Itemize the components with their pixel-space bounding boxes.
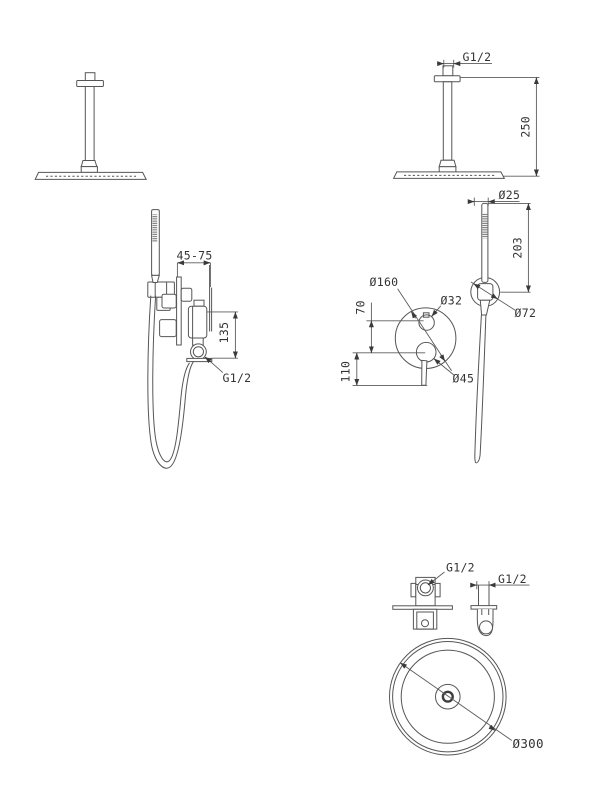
wall-outlet-side-view bbox=[471, 572, 530, 636]
lever-hub-side bbox=[160, 320, 177, 337]
valve-body bbox=[188, 306, 206, 338]
outlet-escutcheon-side bbox=[471, 606, 497, 610]
ceiling-flange bbox=[77, 81, 104, 87]
hose-connector-cone bbox=[480, 300, 490, 315]
handle-hose-connector bbox=[152, 275, 160, 282]
valve-top-port bbox=[194, 300, 204, 306]
arm-length-label: 250 bbox=[518, 115, 533, 138]
handshower-front-view bbox=[468, 188, 536, 463]
outlet-lug-left bbox=[411, 583, 416, 596]
spray-face-hatch bbox=[482, 213, 487, 238]
holder-hub bbox=[478, 284, 493, 301]
head-diameter-line bbox=[400, 663, 512, 741]
valve-spacing-label: 135 bbox=[216, 321, 231, 344]
head-bottom-view bbox=[390, 638, 544, 755]
handshower-diameter-label: Ø25 bbox=[498, 188, 521, 202]
outlet-port-side bbox=[480, 621, 493, 634]
handshower-length-label: 203 bbox=[510, 236, 525, 259]
shower-hose bbox=[477, 315, 486, 463]
ceiling-flange bbox=[434, 76, 460, 82]
escutcheon-plate-side bbox=[177, 277, 182, 345]
valve-outlet-thread-label: G1/2 bbox=[222, 371, 252, 385]
wall-outlet-front-view bbox=[393, 561, 475, 630]
lever-offset-label: 110 bbox=[338, 360, 353, 383]
arm-thread-label: G1/2 bbox=[462, 50, 492, 64]
lever-rod bbox=[422, 360, 427, 385]
head-outer-rim bbox=[390, 638, 507, 755]
lever-diameter-label: Ø45 bbox=[452, 371, 475, 386]
head-hub bbox=[436, 684, 461, 709]
lever-hub bbox=[416, 342, 436, 362]
escutcheon-diameter-label: Ø160 bbox=[369, 275, 399, 289]
diverter-diameter-label: Ø32 bbox=[440, 293, 463, 308]
ceiling-arm-dimensioned-view bbox=[394, 50, 540, 178]
arm-pipe bbox=[443, 82, 452, 160]
arm-thread-stub bbox=[85, 73, 95, 81]
ceiling-arm-side-view bbox=[35, 73, 146, 180]
head-diameter-label: Ø300 bbox=[512, 736, 544, 751]
mixer-side-view bbox=[148, 210, 252, 469]
arm-collar bbox=[81, 167, 97, 173]
holder-diameter-label: Ø72 bbox=[514, 306, 537, 320]
arm-taper bbox=[81, 161, 97, 167]
arm-pipe bbox=[85, 87, 94, 161]
arm-thread-stub bbox=[443, 66, 453, 76]
outlet-lug-right bbox=[435, 583, 440, 596]
wall-depth-label: 45-75 bbox=[176, 248, 213, 263]
knob-spacing-label: 70 bbox=[353, 300, 368, 315]
outlet-escutcheon bbox=[393, 606, 453, 610]
spray-face-hatch bbox=[152, 214, 157, 242]
arm-taper bbox=[439, 160, 456, 167]
head-spray-area bbox=[401, 650, 494, 743]
holder-wall-stub bbox=[181, 288, 192, 301]
outlet-front-thread-label: G1/2 bbox=[446, 560, 475, 575]
outlet-side-thread-label: G1/2 bbox=[498, 572, 527, 586]
diverter-knob-side bbox=[162, 294, 176, 308]
mixer-front-view bbox=[338, 275, 474, 386]
